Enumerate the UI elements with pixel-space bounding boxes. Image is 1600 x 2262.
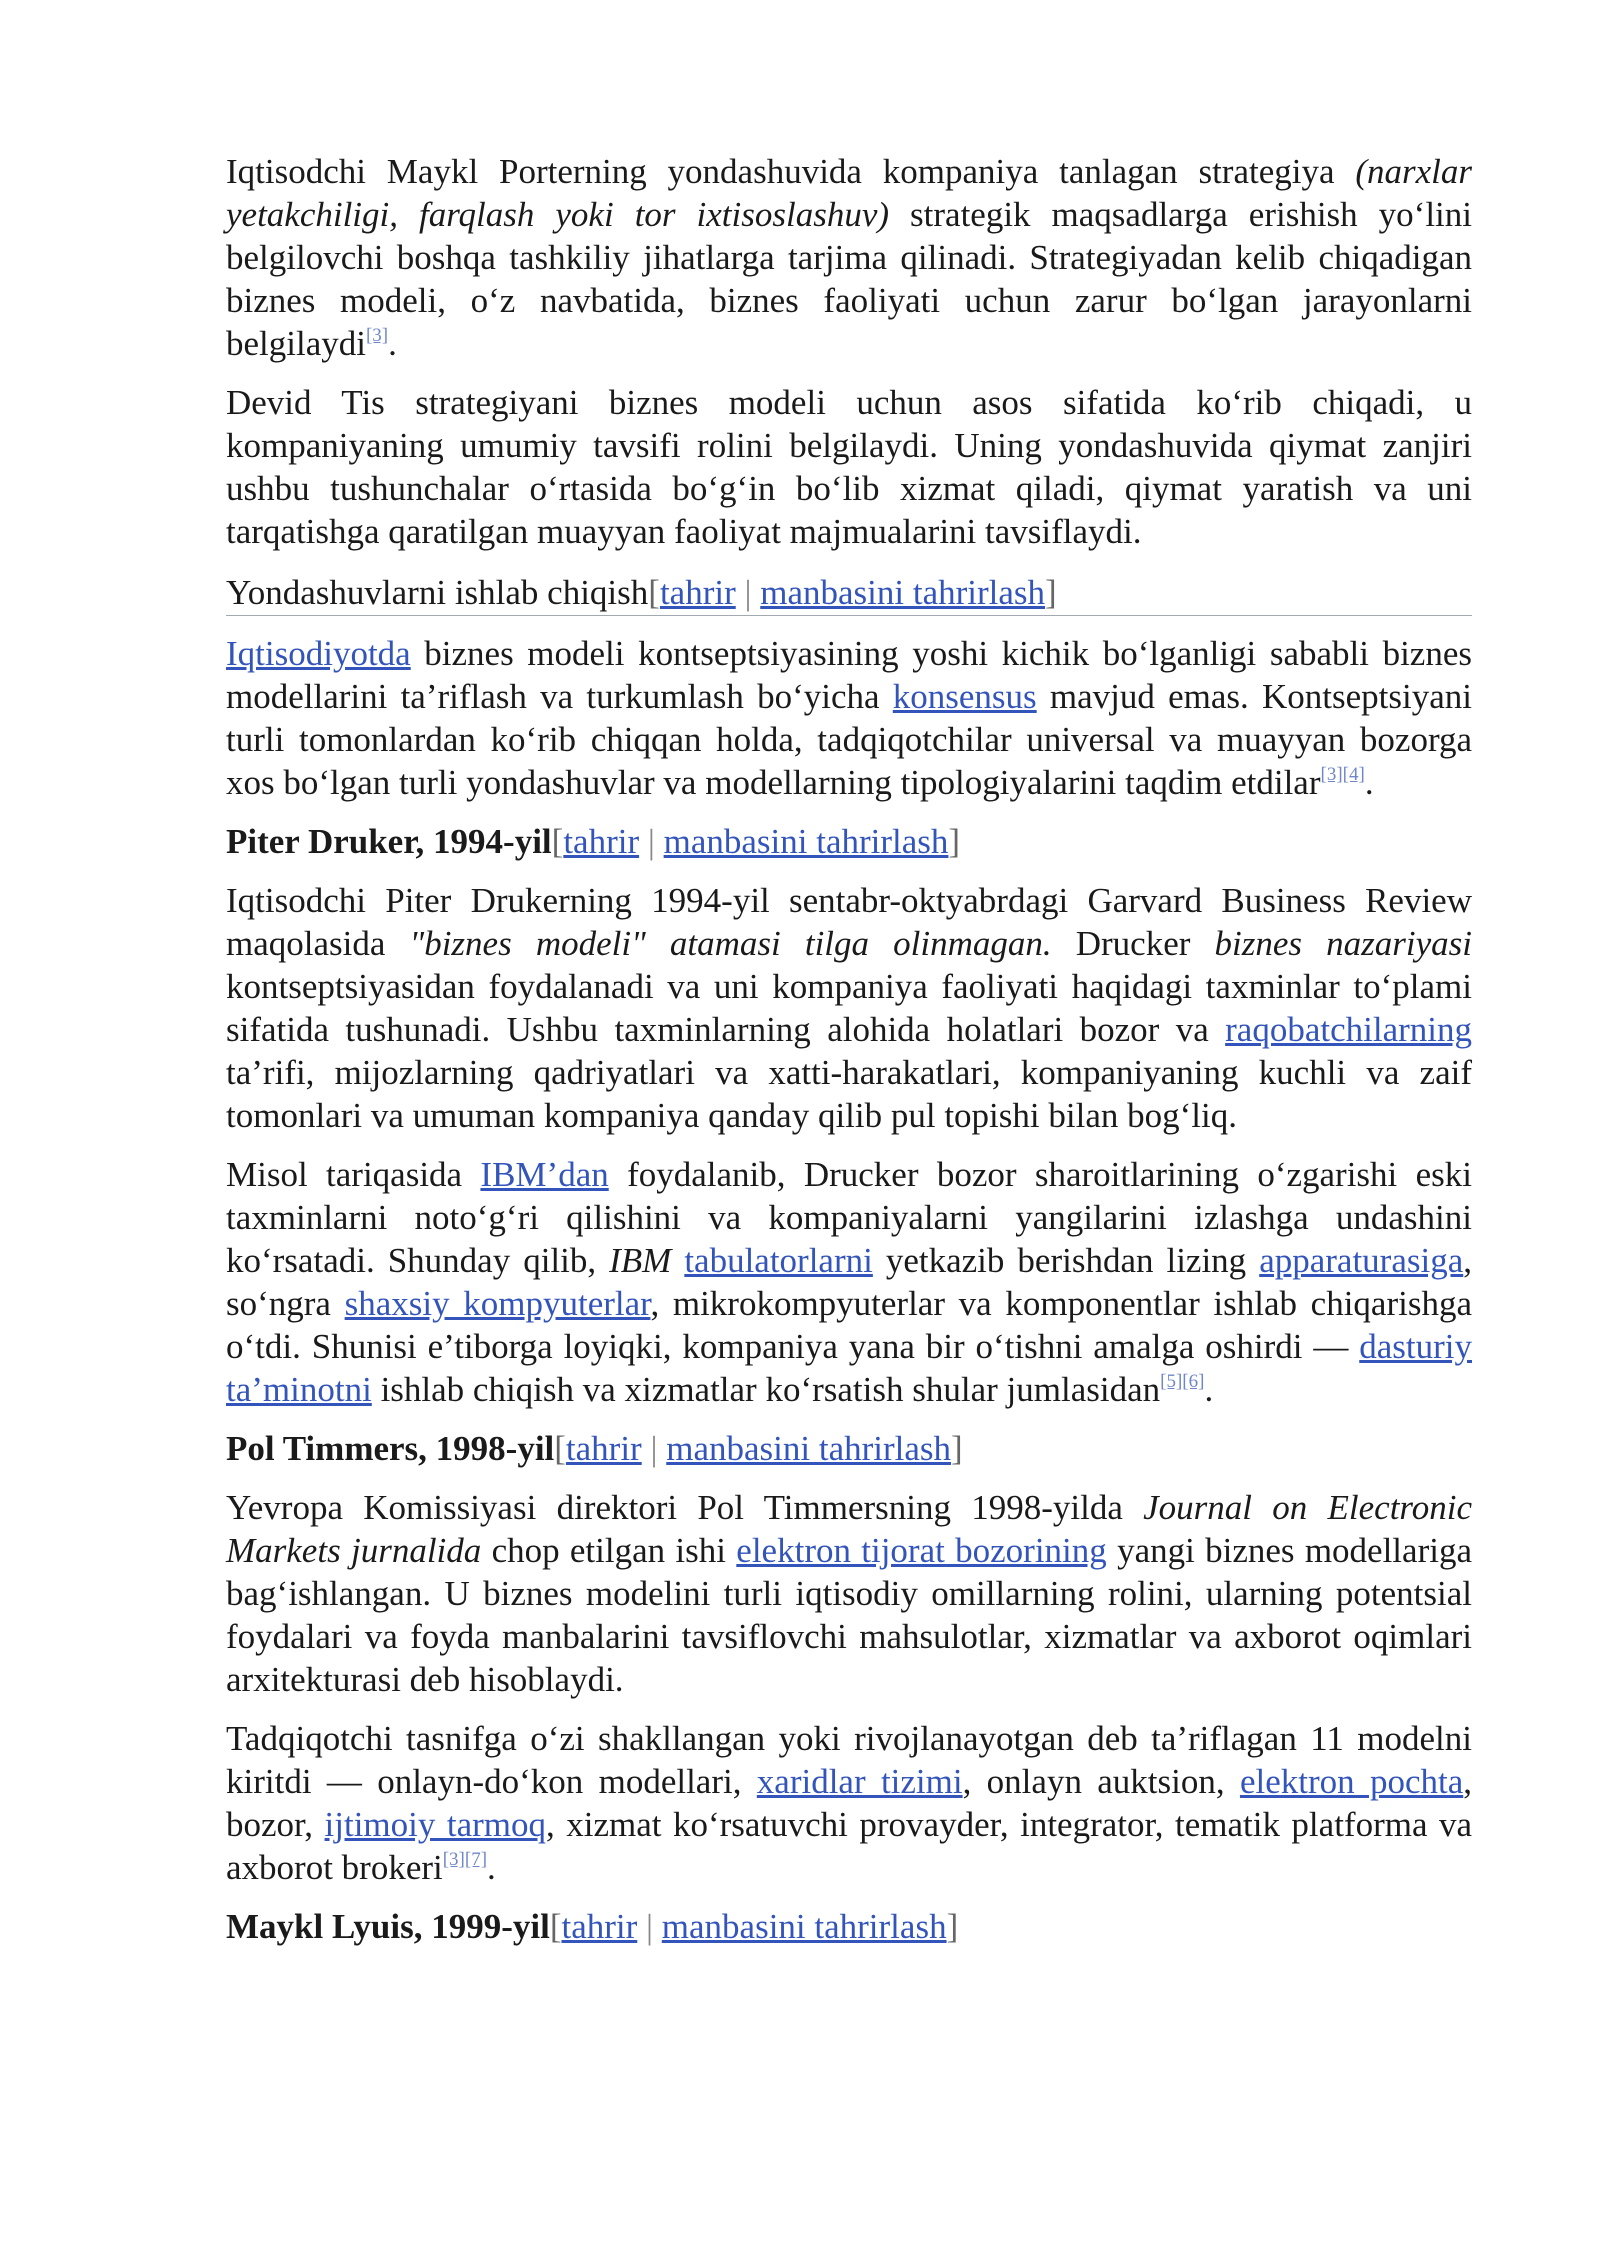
link-shaxsiy-kompyuterlar[interactable]: shaxsiy kompyuterlar	[344, 1284, 651, 1323]
link-xaridlar-tizimi[interactable]: xaridlar tizimi	[756, 1762, 963, 1801]
link-dasturiy-taminotni[interactable]: dasturiy ta’minotni	[226, 1327, 1472, 1409]
text: .	[487, 1848, 496, 1887]
text: , so‘ngra	[226, 1241, 1472, 1323]
text: yangi biznes modellariga bag‘ishlangan. U biznes modelini turli iqtisodiy omillarning rolini, ularning potentsial foydalari va foyda manbalarini tavsiflovchi mahsulotlar, xizmatlar va axborot oqimlari arxitekturasi deb hisoblaydi.	[226, 1531, 1472, 1699]
edit-section-links: [tahrir | manbasini tahrirlash]	[549, 1907, 959, 1946]
text: yetkazib berishdan lizing	[872, 1241, 1260, 1280]
text: .	[1364, 763, 1374, 802]
edit-link[interactable]: tahrir	[659, 573, 736, 612]
link-elektron-pochta[interactable]: elektron pochta	[1239, 1762, 1464, 1801]
reference-link[interactable]: [7]	[464, 1849, 488, 1870]
text: , bozor,	[226, 1762, 1472, 1844]
edit-section-links: [tahrir | manbasini tahrirlash]	[554, 1429, 963, 1468]
heading-text: Maykl Lyuis, 1999-yil	[226, 1907, 550, 1946]
section-heading-timmers	[226, 1427, 1472, 1470]
text: Drucker	[1051, 924, 1215, 963]
text: kontseptsiyasidan foydalanadi va uni kompaniya faoliyati haqidagi taxminlar to‘plami sifatida tushunadi. Ushbu taxminlarning alohida holatlari bozor va	[226, 967, 1472, 1049]
paragraph-drucker-1	[226, 879, 1472, 1137]
reference-link[interactable]: [6]	[1182, 1371, 1205, 1392]
text: chop etilgan ishi	[481, 1531, 737, 1570]
edit-source-link[interactable]: manbasini tahrirlash	[663, 822, 949, 861]
text: .	[388, 324, 397, 363]
edit-section-links: [tahrir | manbasini tahrirlash]	[551, 822, 961, 861]
link-apparaturasiga[interactable]: apparaturasiga	[1259, 1241, 1464, 1280]
section-heading-lewis	[226, 1905, 1472, 1948]
heading-text: Pol Timmers, 1998-yil	[226, 1429, 555, 1468]
heading-text: Piter Druker, 1994-yil	[226, 822, 552, 861]
reference-3[interactable]	[366, 325, 388, 346]
text: biznes modeli kontseptsiyasining yoshi kichik bo‘lganligi sababli biznes modellarini ta’riflash va turkumlash bo‘yicha	[226, 634, 1472, 716]
reference-5-6[interactable]	[1160, 1371, 1204, 1392]
link-ijtimoiy-tarmoq[interactable]: ijtimoiy tarmoq	[324, 1805, 546, 1844]
reference-link[interactable]: [5]	[1160, 1371, 1183, 1392]
text: , mikrokompyuterlar va komponentlar ishlab chiqarishga o‘tdi. Shunisi e’tiborga loyiqki, kompaniya yana bir o‘tishni amalga oshirdi —	[226, 1284, 1472, 1366]
reference-link[interactable]: [4]	[1342, 764, 1365, 785]
text: Tadqiqotchi tasnifga o‘zi shakllangan yoki rivojlanayotgan deb ta’riflagan 11 modelni kiritdi — onlayn-do‘kon modellari,	[226, 1719, 1472, 1801]
reference-link[interactable]: [3]	[442, 1849, 465, 1870]
reference-3-4[interactable]	[1321, 764, 1365, 785]
paragraph-timmers-1	[226, 1486, 1472, 1701]
paragraph-drucker-2	[226, 1153, 1472, 1411]
edit-section-links: [tahrir | manbasini tahrirlash]	[648, 573, 1057, 612]
paragraph-teece: Devid Tis strategiyani biznes modeli uchun asos sifatida ko‘rib chiqadi, u kompaniyaning umumiy tavsifi rolini belgilaydi. Uning yondashuvida qiymat zanjiri ushbu tushunchalar o‘rtasida bo‘g‘in bo‘lib xizmat qiladi, qiymat yaratish va uni tarqatishga qaratilgan muayyan faoliyat majmualarini tavsiflaydi.	[226, 383, 1472, 551]
text: , onlayn auktsion,	[962, 1762, 1240, 1801]
edit-link[interactable]: tahrir	[565, 1429, 642, 1468]
link-tabulatorlarni[interactable]: tabulatorlarni	[684, 1241, 873, 1280]
link-iqtisodiyotda[interactable]: Iqtisodiyotda	[226, 634, 411, 673]
text: Iqtisodchi Piter Drukerning 1994-yil sentabr-oktyabrdagi Garvard Business Review maqolasida	[226, 881, 1472, 963]
section-heading-approaches	[226, 571, 1472, 616]
italic-text: "biznes modeli" atamasi tilga olinmagan.	[409, 924, 1052, 963]
text: Iqtisodchi Maykl Porterning yondashuvida kompaniya tanlagan strategiya	[226, 152, 1356, 191]
text: ta’rifi, mijozlarning qadriyatlari va xatti-harakatlari, kompaniyaning kuchli va zaif tomonlari va umuman kompaniya qanday qilib pul topishi bilan bog‘liq.	[226, 1053, 1472, 1135]
reference-link[interactable]: [3]	[365, 325, 389, 346]
article-body	[226, 150, 1472, 1964]
section-heading-drucker	[226, 820, 1472, 863]
text: Yevropa Komissiyasi direktori Pol Timmersning 1998-yilda	[226, 1488, 1144, 1527]
link-konsensus[interactable]: konsensus	[892, 677, 1037, 716]
edit-source-link[interactable]: manbasini tahrirlash	[760, 573, 1046, 612]
paragraph-timmers-2	[226, 1717, 1472, 1889]
text: strategik maqsadlarga erishish yo‘lini belgilovchi boshqa tashkiliy jihatlarga tarjima qilinadi. Strategiyadan kelib chiqadigan biznes modeli, o‘z navbatida, biznes faoliyati uchun zarur bo‘lgan jarayonlarni belgilaydi	[226, 195, 1472, 363]
edit-source-link[interactable]: manbasini tahrirlash	[661, 1907, 947, 1946]
text	[671, 1241, 684, 1280]
reference-link[interactable]: [3]	[1320, 764, 1343, 785]
edit-source-link[interactable]: manbasini tahrirlash	[666, 1429, 952, 1468]
paragraph-porter	[226, 150, 1472, 365]
italic-text: Journal on Electronic Markets jurnalida	[226, 1488, 1472, 1570]
italic-text: (narxlar yetakchiligi, farqlash yoki tor ixtisoslashuv)	[226, 152, 1472, 234]
edit-link[interactable]: tahrir	[563, 822, 640, 861]
italic-text: biznes nazariyasi	[1214, 924, 1472, 963]
reference-3-7[interactable]	[443, 1849, 487, 1870]
italic-text: IBM	[609, 1241, 672, 1280]
link-elektron-tijorat[interactable]: elektron tijorat bozorining	[736, 1531, 1107, 1570]
text: foydalanib, Drucker bozor sharoitlarining o‘zgarishi eski taxminlarni noto‘g‘ri qilishini va kompaniyalarni yangilarini izlashga undashini ko‘rsatadi. Shunday qilib,	[226, 1155, 1472, 1280]
text: ishlab chiqish va xizmatlar ko‘rsatish shular jumlasidan	[371, 1370, 1161, 1409]
text: mavjud emas. Kontseptsiyani turli tomonlardan ko‘rib chiqqan holda, tadqiqotchilar universal va muayyan bozorga xos bo‘lgan turli yondashuvlar va modellarning tipologiyalarini taqdim etdilar	[226, 677, 1472, 802]
heading-text: Yondashuvlarni ishlab chiqish	[226, 573, 649, 612]
link-ibm[interactable]: IBM’dan	[480, 1155, 609, 1194]
link-raqobatchilarning[interactable]: raqobatchilarning	[1225, 1010, 1472, 1049]
text: , xizmat ko‘rsatuvchi provayder, integrator, tematik platforma va axborot brokeri	[226, 1805, 1473, 1887]
paragraph-approaches	[226, 632, 1472, 804]
text: .	[1204, 1370, 1214, 1409]
text: Misol tariqasida	[226, 1155, 481, 1194]
edit-link[interactable]: tahrir	[561, 1907, 638, 1946]
